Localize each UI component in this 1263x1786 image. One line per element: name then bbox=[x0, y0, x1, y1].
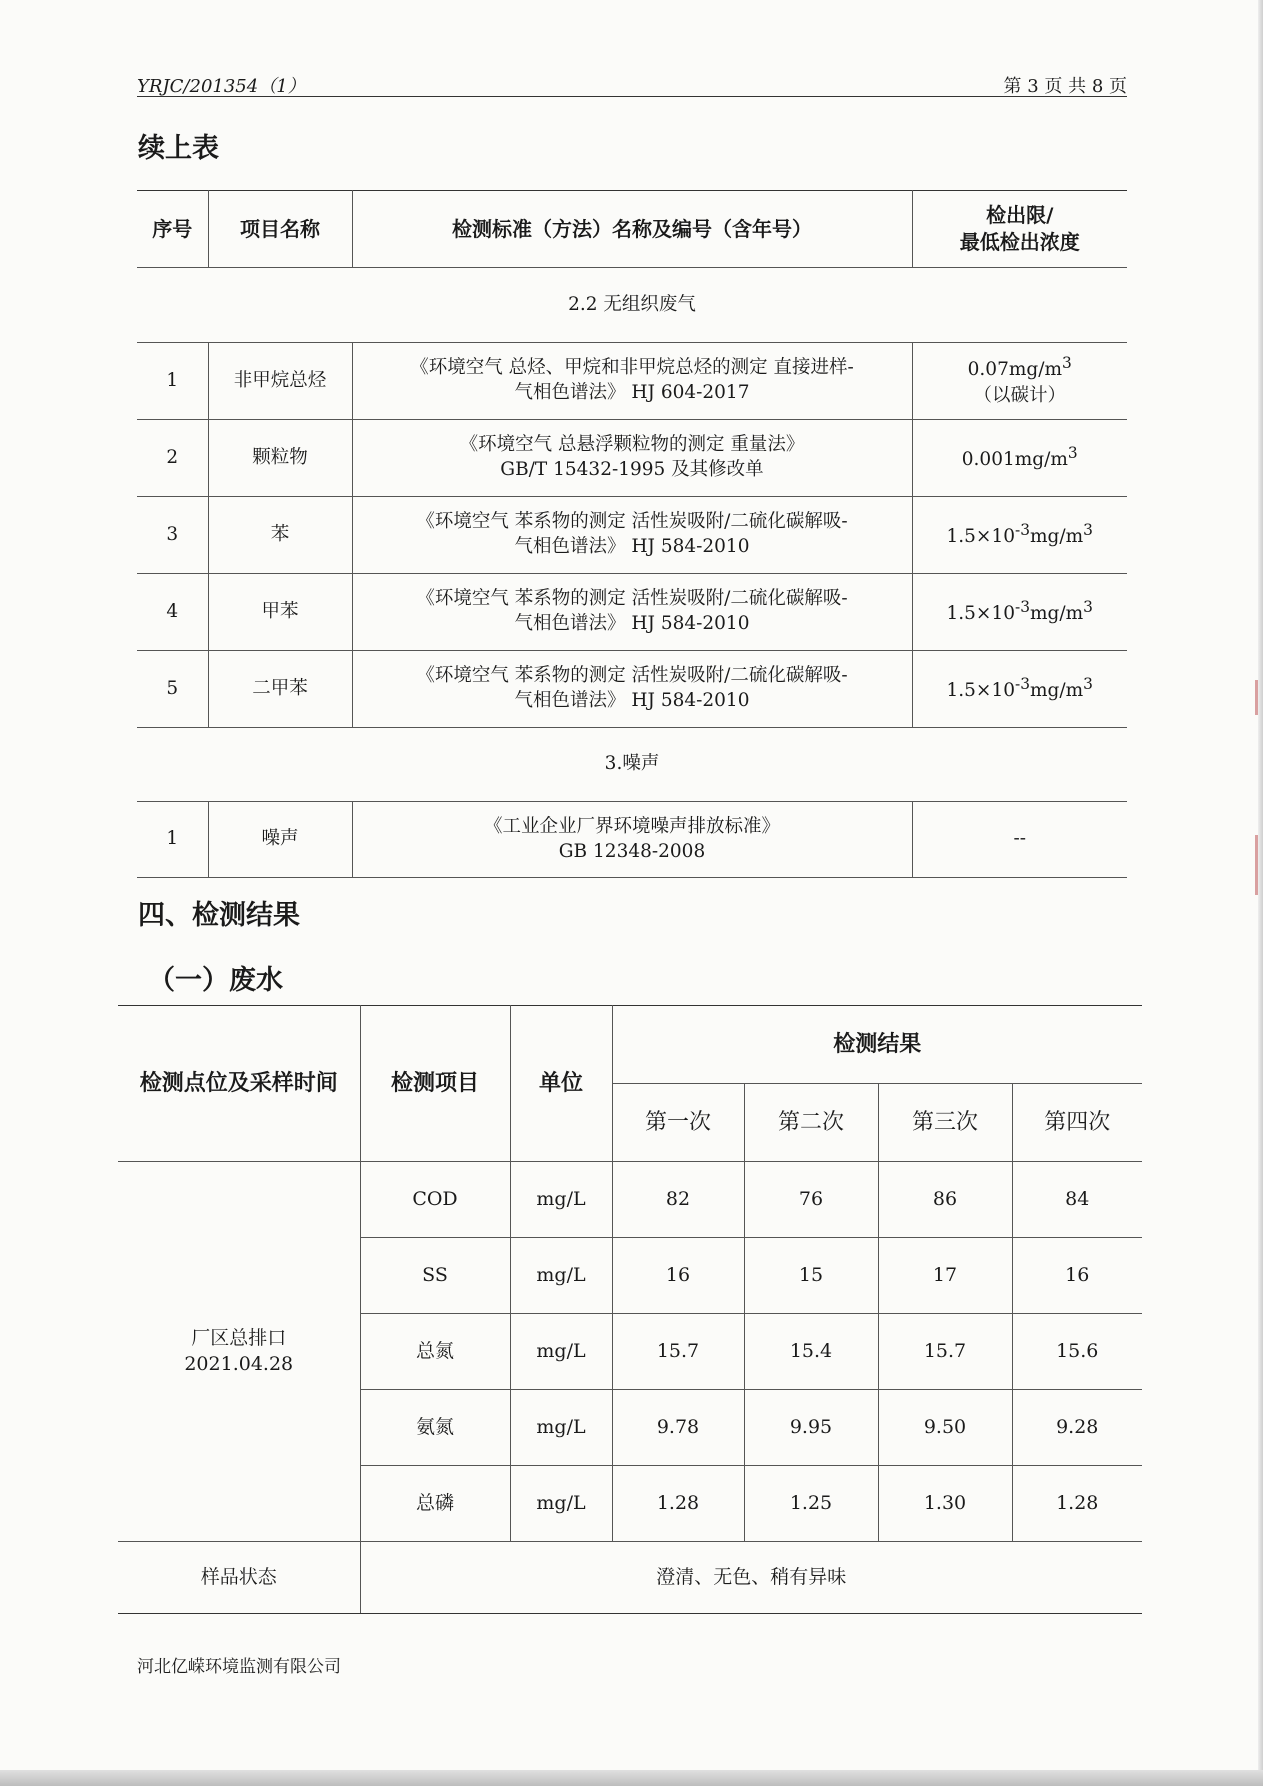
row-value: 15.7 bbox=[612, 1314, 744, 1390]
subsection-title: （一）废水 bbox=[148, 965, 283, 996]
row-name: 二甲苯 bbox=[208, 651, 352, 728]
row-item: SS bbox=[360, 1238, 510, 1314]
row-value: 15.7 bbox=[878, 1314, 1012, 1390]
row-limit: $0.07mg/m^3$ （以碳计） bbox=[912, 343, 1127, 420]
header-run-4: 第四次 bbox=[1012, 1084, 1142, 1162]
table-row bbox=[137, 497, 1127, 574]
row-value: 1.30 bbox=[878, 1466, 1012, 1542]
section-noise-label: 3.噪声 bbox=[137, 728, 1127, 802]
sampling-point: 厂区总排口 2021.04.28 bbox=[118, 1162, 360, 1542]
row-item: COD bbox=[360, 1162, 510, 1238]
table-row bbox=[137, 574, 1127, 651]
row-value: 1.28 bbox=[1012, 1466, 1142, 1542]
row-limit: $1.5\times 10^{-3}mg/m^3$ bbox=[912, 497, 1127, 574]
page-number: 第 3 页 共 8 页 bbox=[1003, 76, 1127, 97]
page-edge-shadow bbox=[1258, 0, 1263, 1786]
row-item: 总氮 bbox=[360, 1314, 510, 1390]
header-seq: 序号 bbox=[137, 191, 208, 268]
row-no: 1 bbox=[137, 802, 208, 878]
scan-bottom-shade bbox=[0, 1770, 1263, 1786]
result-header-row-1 bbox=[118, 1006, 1142, 1084]
continued-table-title: 续上表 bbox=[138, 133, 219, 164]
section-title: 四、检测结果 bbox=[138, 900, 300, 931]
row-name: 甲苯 bbox=[208, 574, 352, 651]
row-standard: 《环境空气 总烃、甲烷和非甲烷总烃的测定 直接进样- 气相色谱法》 HJ 604-2017 bbox=[352, 343, 912, 420]
sample-status-label: 样品状态 bbox=[118, 1542, 360, 1614]
row-value: 84 bbox=[1012, 1162, 1142, 1238]
row-value: 1.25 bbox=[744, 1466, 878, 1542]
table-row bbox=[118, 1162, 1142, 1238]
section-air-label: 2.2 无组织废气 bbox=[137, 268, 1127, 343]
row-standard: 《环境空气 苯系物的测定 活性炭吸附/二硫化碳解吸- 气相色谱法》 HJ 584-2010 bbox=[352, 497, 912, 574]
row-value: 9.78 bbox=[612, 1390, 744, 1466]
header-run-3: 第三次 bbox=[878, 1084, 1012, 1162]
row-value: 17 bbox=[878, 1238, 1012, 1314]
row-unit: mg/L bbox=[510, 1390, 612, 1466]
section-row-air bbox=[137, 268, 1127, 343]
row-limit: $0.001mg/m^3$ bbox=[912, 420, 1127, 497]
row-name: 苯 bbox=[208, 497, 352, 574]
row-limit: -- bbox=[912, 802, 1127, 878]
header-run-1: 第一次 bbox=[612, 1084, 744, 1162]
header-item-name: 项目名称 bbox=[208, 191, 352, 268]
row-standard: 《工业企业厂界环境噪声排放标准》 GB 12348-2008 bbox=[352, 802, 912, 878]
page-header bbox=[137, 70, 1127, 97]
table-row bbox=[137, 802, 1127, 878]
row-value: 76 bbox=[744, 1162, 878, 1238]
row-limit: $1.5\times 10^{-3}mg/m^3$ bbox=[912, 574, 1127, 651]
row-value: 82 bbox=[612, 1162, 744, 1238]
table-row bbox=[137, 420, 1127, 497]
row-unit: mg/L bbox=[510, 1314, 612, 1390]
row-value: 16 bbox=[612, 1238, 744, 1314]
method-table bbox=[137, 190, 1127, 878]
sample-status-value: 澄清、无色、稍有异味 bbox=[360, 1542, 1142, 1614]
row-standard: 《环境空气 苯系物的测定 活性炭吸附/二硫化碳解吸- 气相色谱法》 HJ 584-2010 bbox=[352, 574, 912, 651]
row-value: 9.50 bbox=[878, 1390, 1012, 1466]
row-unit: mg/L bbox=[510, 1466, 612, 1542]
row-item: 氨氮 bbox=[360, 1390, 510, 1466]
sample-status-row bbox=[118, 1542, 1142, 1614]
document-number: YRJC/201354（1） bbox=[137, 76, 306, 97]
header-results: 检测结果 bbox=[612, 1006, 1142, 1084]
row-value: 1.28 bbox=[612, 1466, 744, 1542]
row-item: 总磷 bbox=[360, 1466, 510, 1542]
row-unit: mg/L bbox=[510, 1238, 612, 1314]
table-row bbox=[137, 343, 1127, 420]
row-value: 9.28 bbox=[1012, 1390, 1142, 1466]
company-footer: 河北亿嵘环境监测有限公司 bbox=[137, 1657, 341, 1677]
header-standard: 检测标准（方法）名称及编号（含年号） bbox=[352, 191, 912, 268]
row-value: 86 bbox=[878, 1162, 1012, 1238]
row-no: 5 bbox=[137, 651, 208, 728]
header-detection-limit: 检出限/ 最低检出浓度 bbox=[912, 191, 1127, 268]
row-name: 颗粒物 bbox=[208, 420, 352, 497]
row-value: 15.4 bbox=[744, 1314, 878, 1390]
row-no: 2 bbox=[137, 420, 208, 497]
row-name: 噪声 bbox=[208, 802, 352, 878]
table-row bbox=[137, 651, 1127, 728]
row-value: 9.95 bbox=[744, 1390, 878, 1466]
row-name: 非甲烷总烃 bbox=[208, 343, 352, 420]
row-limit: $1.5\times 10^{-3}mg/m^3$ bbox=[912, 651, 1127, 728]
row-value: 15.6 bbox=[1012, 1314, 1142, 1390]
header-unit: 单位 bbox=[510, 1006, 612, 1162]
row-standard: 《环境空气 总悬浮颗粒物的测定 重量法》 GB/T 15432-1995 及其修改单 bbox=[352, 420, 912, 497]
row-no: 3 bbox=[137, 497, 208, 574]
row-value: 15 bbox=[744, 1238, 878, 1314]
section-row-noise bbox=[137, 728, 1127, 802]
row-no: 4 bbox=[137, 574, 208, 651]
header-test-item: 检测项目 bbox=[360, 1006, 510, 1162]
row-unit: mg/L bbox=[510, 1162, 612, 1238]
header-point-time: 检测点位及采样时间 bbox=[118, 1006, 360, 1162]
row-standard: 《环境空气 苯系物的测定 活性炭吸附/二硫化碳解吸- 气相色谱法》 HJ 584-2010 bbox=[352, 651, 912, 728]
wastewater-result-table bbox=[118, 1005, 1142, 1614]
header-run-2: 第二次 bbox=[744, 1084, 878, 1162]
row-no: 1 bbox=[137, 343, 208, 420]
row-value: 16 bbox=[1012, 1238, 1142, 1314]
method-table-header bbox=[137, 191, 1127, 268]
